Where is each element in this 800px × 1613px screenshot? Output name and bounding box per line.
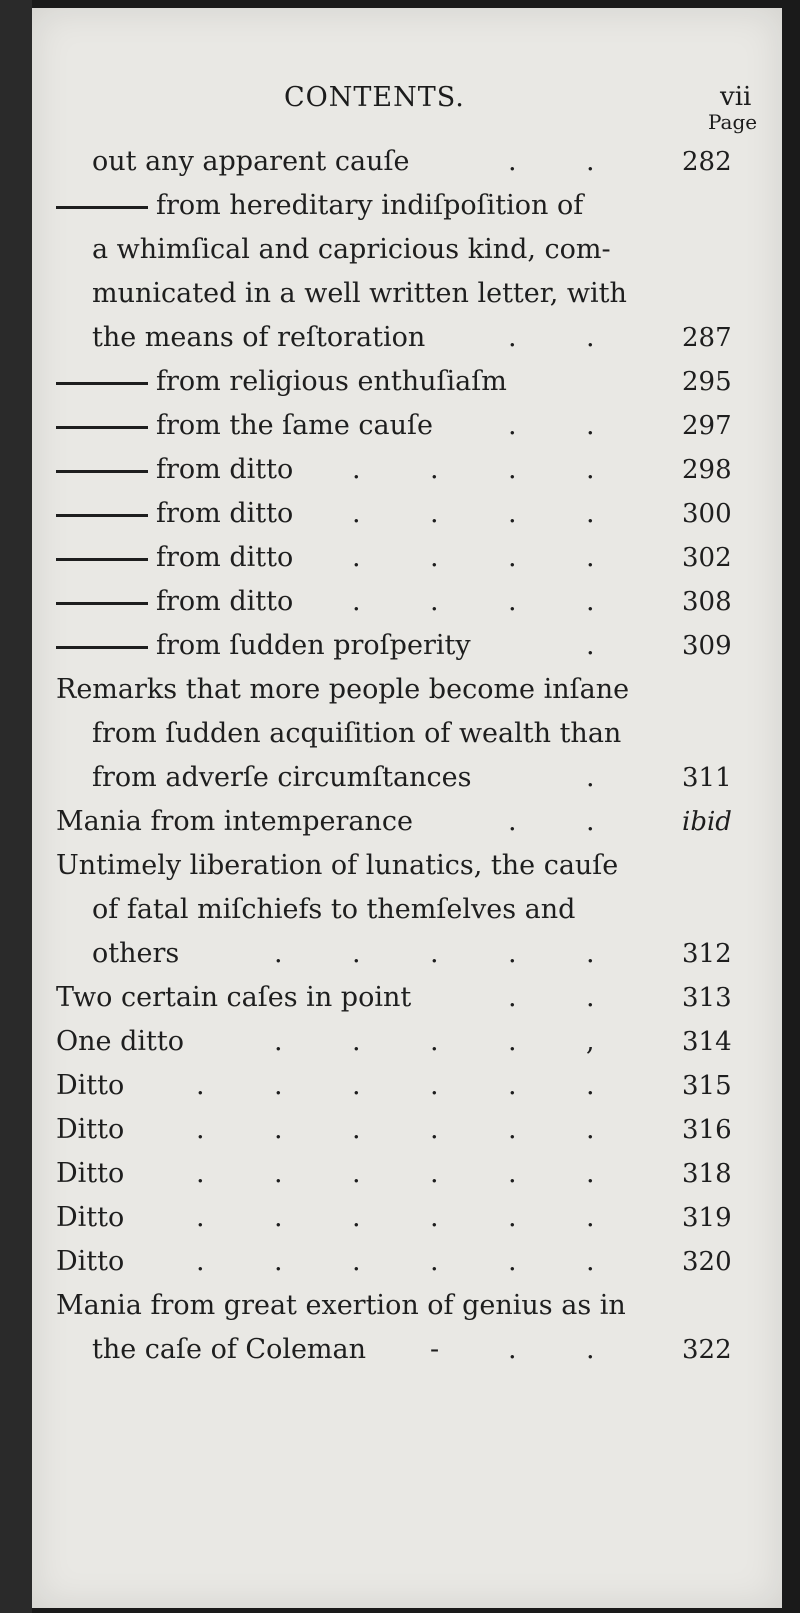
dot-leader: . . . . xyxy=(352,454,595,485)
entry-text: municated in a well written letter, with xyxy=(92,278,627,309)
toc-entry xyxy=(0,668,800,712)
entry-page: 315 xyxy=(682,1071,732,1101)
entry-text: the means of reſtoration xyxy=(92,322,426,353)
toc-entry xyxy=(0,1196,800,1240)
dot-leader: . . . . . . xyxy=(196,1202,595,1233)
toc-entry xyxy=(0,756,800,800)
entry-text: Ditto xyxy=(56,1070,125,1101)
toc-entry xyxy=(0,536,800,580)
dot-leader: . . . . xyxy=(352,498,595,529)
entry-page: 297 xyxy=(682,411,732,441)
entry-text: a whimſical and capricious kind, com- xyxy=(92,234,611,265)
toc-entry xyxy=(0,932,800,976)
toc-entry xyxy=(0,448,800,492)
toc-entry xyxy=(0,1064,800,1108)
dot-leader: . . . . . xyxy=(274,938,595,969)
entry-text: from the ſame cauſe xyxy=(156,410,433,441)
entry-text: from ditto xyxy=(156,542,294,573)
dot-leader: . . . . . . xyxy=(196,1070,595,1101)
toc-entry xyxy=(0,712,800,756)
entry-page: 314 xyxy=(682,1027,732,1057)
ditto-dash xyxy=(56,206,148,209)
toc-entry xyxy=(0,976,800,1020)
ditto-dash xyxy=(56,382,148,385)
entry-page: 320 xyxy=(682,1247,732,1277)
entry-page: 282 xyxy=(682,147,732,177)
entry-page: 302 xyxy=(682,543,732,573)
toc-entry xyxy=(0,360,800,404)
toc-entry xyxy=(0,800,800,844)
dot-leader: . . xyxy=(508,322,595,353)
toc-entry xyxy=(0,1152,800,1196)
toc-entry xyxy=(0,888,800,932)
toc-entry xyxy=(0,624,800,668)
toc-entry xyxy=(0,492,800,536)
page-column-label: Page xyxy=(708,110,758,134)
entry-page: 313 xyxy=(682,983,732,1013)
toc-entry xyxy=(0,1328,800,1372)
entry-page: 309 xyxy=(682,631,732,661)
entry-text: Ditto xyxy=(56,1114,125,1145)
entry-text: from ditto xyxy=(156,498,294,529)
dot-leader: . . . . . . xyxy=(196,1158,595,1189)
entry-text: One ditto xyxy=(56,1026,184,1057)
entry-text: from ditto xyxy=(156,454,294,485)
entry-text: Mania from great exertion of genius as in xyxy=(56,1290,626,1321)
entry-page: 295 xyxy=(682,367,732,397)
dot-leader: . . xyxy=(508,806,595,837)
dot-leader: . . . . , xyxy=(274,1026,595,1057)
dot-leader: . . . . xyxy=(352,586,595,617)
entry-text: from hereditary indiſpoſition of xyxy=(156,190,584,221)
entry-text: Two certain caſes in point xyxy=(56,982,412,1013)
entry-page: 287 xyxy=(682,323,732,353)
entry-text: from adverſe circumſtances xyxy=(92,762,472,793)
entry-text: Ditto xyxy=(56,1246,125,1277)
entry-text: of fatal miſchiefs to themſelves and xyxy=(92,894,576,925)
entry-page: 316 xyxy=(682,1115,732,1145)
entry-page: 300 xyxy=(682,499,732,529)
toc-entry xyxy=(0,1284,800,1328)
folio-number: vii xyxy=(720,82,752,112)
page-header xyxy=(0,82,800,122)
entry-text: from ditto xyxy=(156,586,294,617)
page-title: CONTENTS. xyxy=(284,82,465,113)
entry-page: ibid xyxy=(682,807,732,837)
dot-leader: . . xyxy=(508,146,595,177)
entry-page: 308 xyxy=(682,587,732,617)
toc-entry xyxy=(0,404,800,448)
entry-page: 322 xyxy=(682,1335,732,1365)
toc-entry xyxy=(0,184,800,228)
toc-entry xyxy=(0,316,800,360)
toc-entry xyxy=(0,1108,800,1152)
toc-entry xyxy=(0,140,800,184)
entry-text: Untimely liberation of lunatics, the cauſe xyxy=(56,850,619,881)
entry-text: Ditto xyxy=(56,1202,125,1233)
entry-page: 311 xyxy=(682,763,732,793)
dot-leader: . . xyxy=(508,410,595,441)
toc-entry xyxy=(0,580,800,624)
entry-text: Ditto xyxy=(56,1158,125,1189)
dot-leader: . . xyxy=(508,982,595,1013)
entry-page: 298 xyxy=(682,455,732,485)
entry-text: others xyxy=(92,938,180,969)
entry-page: 312 xyxy=(682,939,732,969)
dot-leader: . xyxy=(586,630,595,661)
entry-text: from ſudden proſperity xyxy=(156,630,471,661)
dot-leader: - . . xyxy=(430,1334,595,1365)
dot-leader: . xyxy=(586,762,595,793)
entry-text: from ſudden acquiſition of wealth than xyxy=(92,718,622,749)
dot-leader: . . . . . . xyxy=(196,1114,595,1145)
toc-entry xyxy=(0,1020,800,1064)
entry-text: out any apparent cauſe xyxy=(92,146,410,177)
entry-text: Mania from intemperance xyxy=(56,806,413,837)
toc-entry xyxy=(0,272,800,316)
toc-entry xyxy=(0,1240,800,1284)
entry-page: 318 xyxy=(682,1159,732,1189)
dot-leader: . . . . xyxy=(352,542,595,573)
entry-page: 319 xyxy=(682,1203,732,1233)
entry-text: from religious enthuſiaſm xyxy=(156,366,507,397)
entry-text: Remarks that more people become inſane xyxy=(56,674,630,705)
dot-leader: . . . . . . xyxy=(196,1246,595,1277)
toc-entry xyxy=(0,844,800,888)
toc-entry xyxy=(0,228,800,272)
entry-text: the caſe of Coleman xyxy=(92,1334,367,1365)
